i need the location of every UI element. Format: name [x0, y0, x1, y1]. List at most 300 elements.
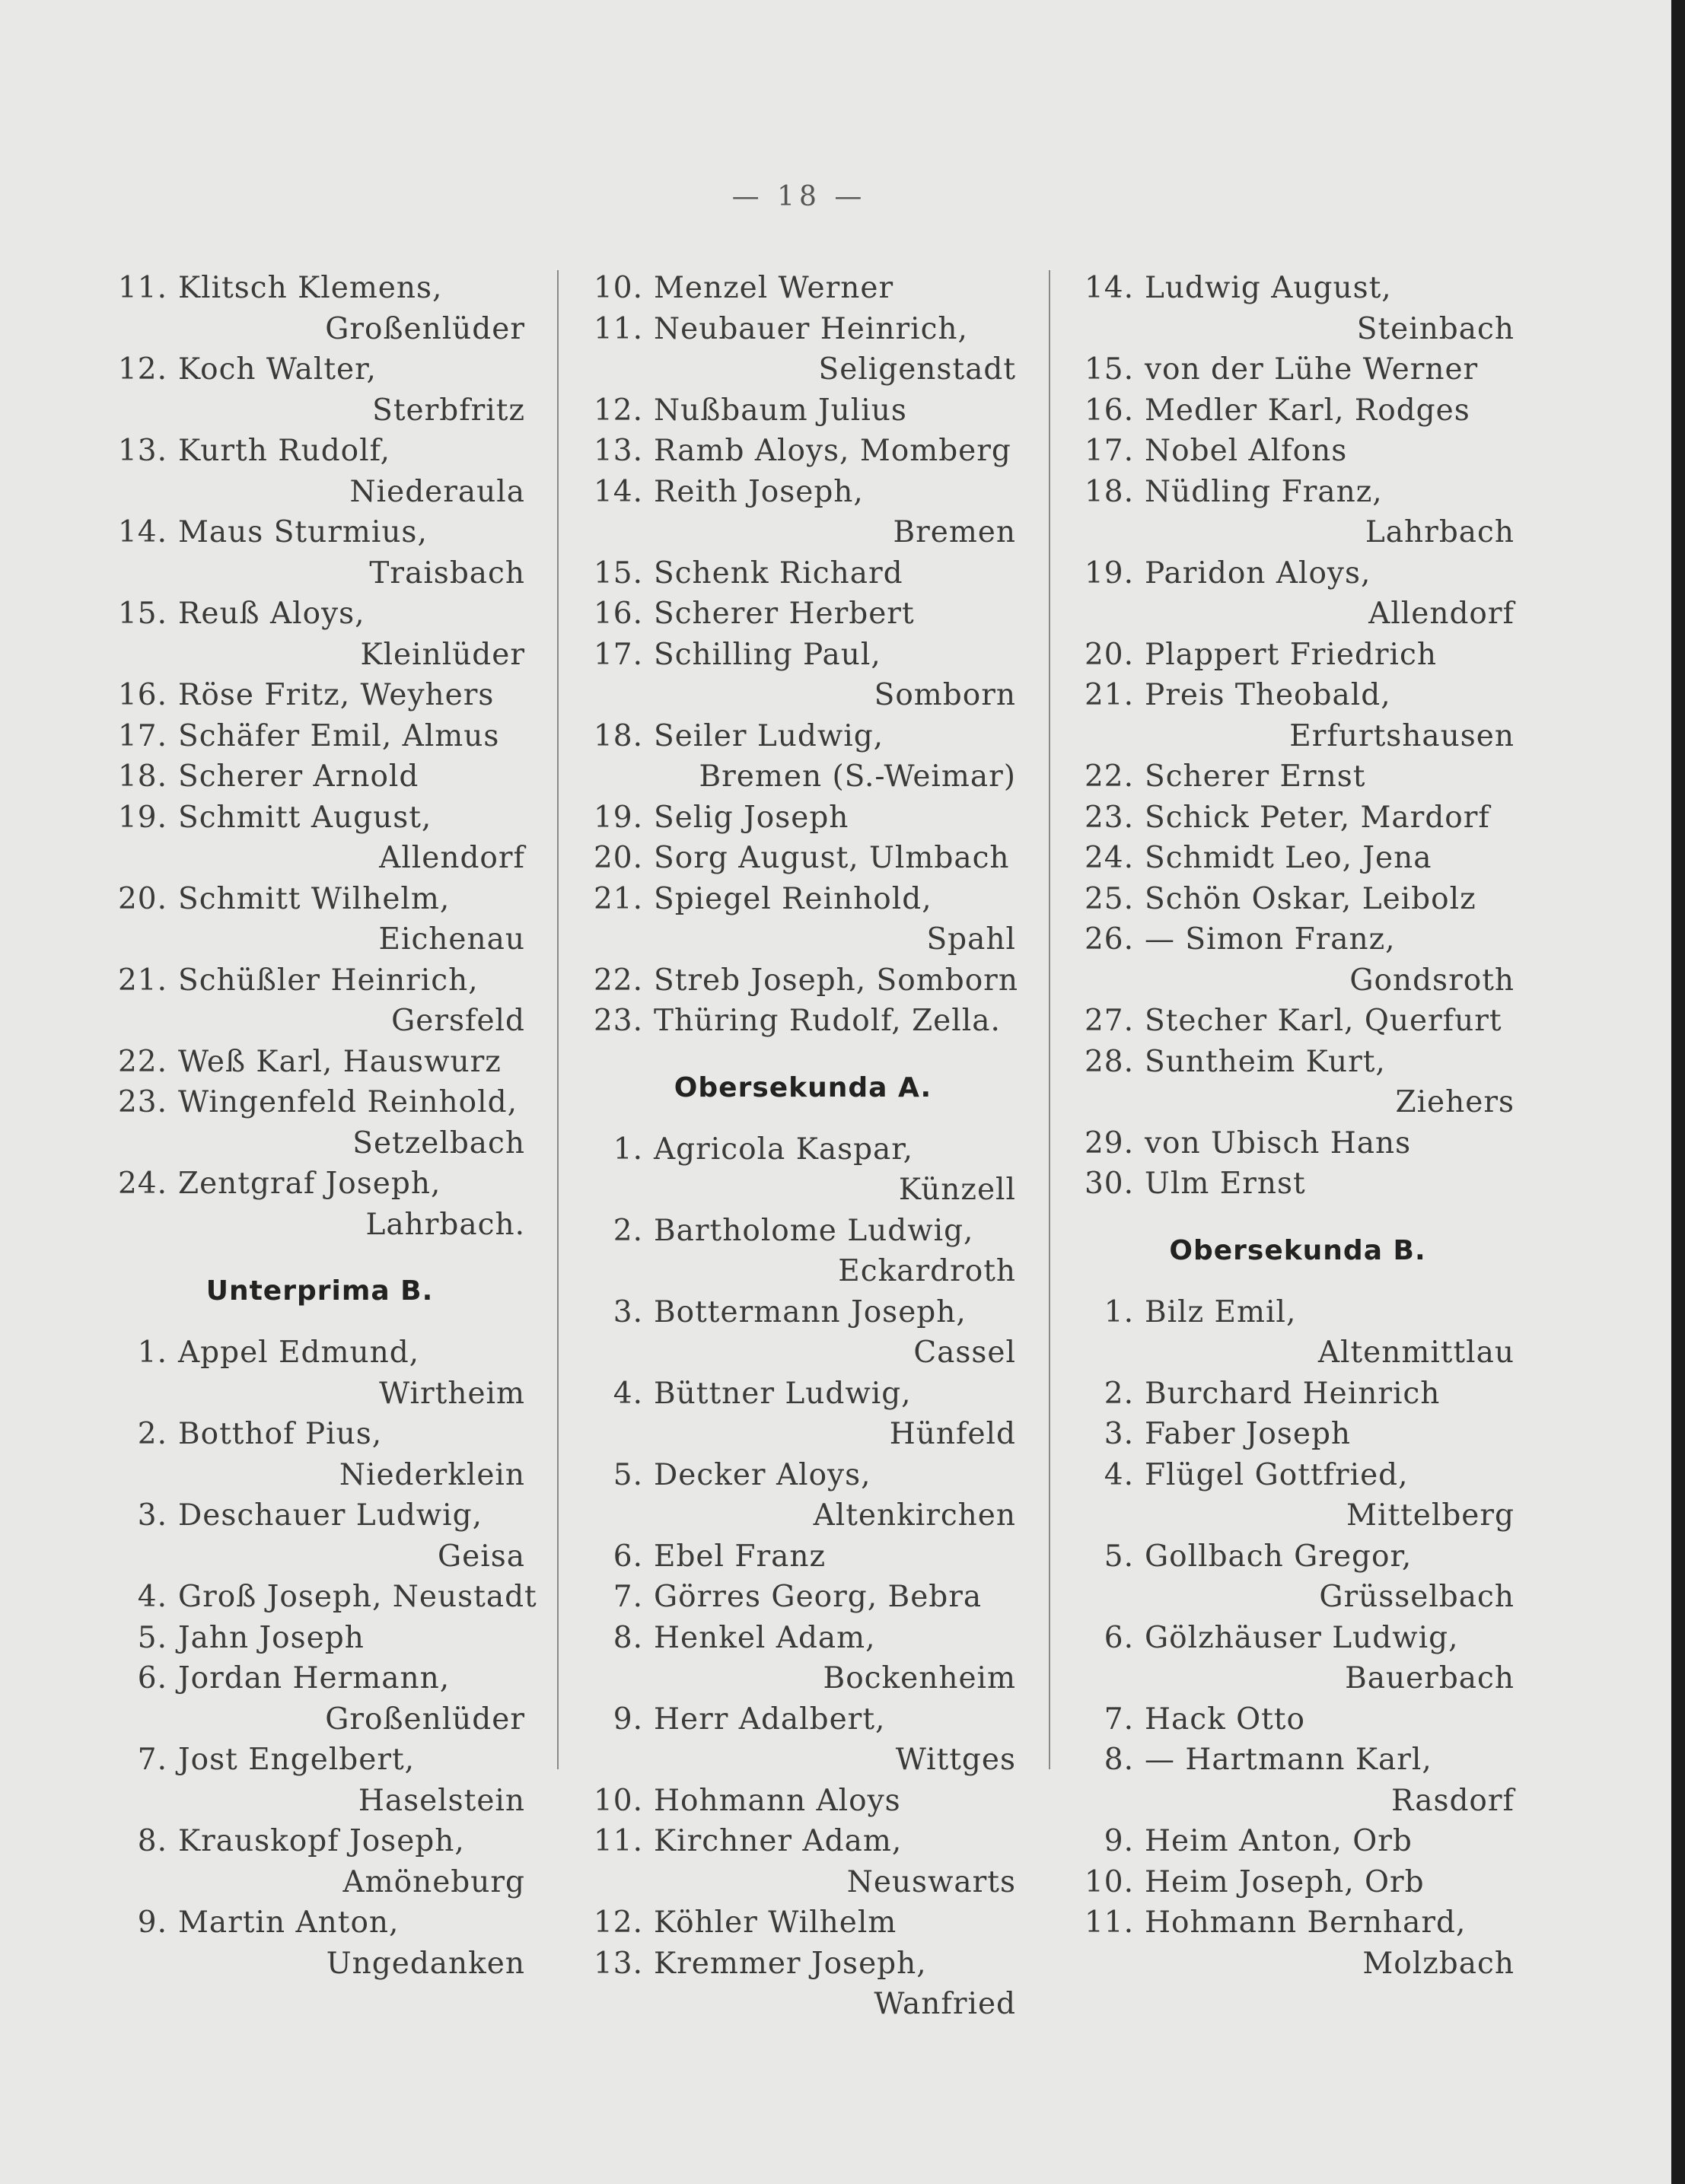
entry-line — [1081, 838, 1515, 879]
entry-place: Hünfeld — [889, 1417, 1016, 1451]
entry-line — [1081, 1699, 1515, 1740]
entry-name: Schön Oskar, Leibolz — [1145, 881, 1476, 916]
entry-name: Schilling Paul, — [654, 637, 881, 672]
entry-number: 25. — [1084, 881, 1134, 916]
entry-line — [114, 1658, 525, 1699]
entry-name: von der Lühe Werner — [1145, 352, 1479, 387]
entry-place: Lahrbach — [1365, 515, 1515, 549]
list-entry — [114, 431, 525, 512]
entry-number: 8. — [1104, 1743, 1134, 1777]
entry-line — [590, 1455, 1016, 1496]
entry-name: Schmitt August, — [178, 800, 432, 835]
entry-name: Heim Joseph, Orb — [1145, 1864, 1425, 1899]
entry-name: Kremmer Joseph, — [654, 1946, 927, 1981]
list-entry — [590, 268, 1016, 309]
entry-name: Seiler Ludwig, — [654, 718, 884, 753]
entry-number: 1. — [1104, 1294, 1134, 1329]
entry-number: 20. — [593, 841, 643, 875]
entry-place: Spahl — [926, 922, 1016, 957]
list-entry — [590, 1211, 1016, 1292]
entry-name: von Ubisch Hans — [1145, 1125, 1412, 1160]
entry-number: 7. — [137, 1743, 167, 1777]
entry-place: Setzelbach — [352, 1125, 525, 1160]
entry-number: 19. — [117, 800, 167, 835]
entry-number: 5. — [137, 1620, 167, 1655]
entry-line — [590, 1211, 1016, 1252]
column-divider — [557, 270, 559, 1769]
list-entry — [1081, 1292, 1515, 1374]
entry-line — [590, 431, 1016, 472]
entry-name: Medler Karl, Rodges — [1145, 393, 1470, 428]
entry-number: 12. — [593, 1905, 643, 1940]
entry-name: Weß Karl, Hauswurz — [178, 1044, 502, 1079]
entry-name: Görres Georg, Bebra — [654, 1580, 983, 1614]
list-entry — [590, 838, 1016, 879]
list-entry — [590, 635, 1016, 716]
entry-name: Appel Edmund, — [178, 1336, 420, 1370]
list-entry — [590, 1944, 1016, 2025]
entry-number: 4. — [137, 1580, 167, 1614]
entry-line — [1081, 798, 1515, 839]
entry-name: — Hartmann Karl, — [1145, 1743, 1432, 1777]
entry-line — [1081, 1164, 1515, 1205]
entry-line — [1081, 1902, 1515, 1944]
list-entry — [1081, 1699, 1515, 1740]
entry-number: 18. — [593, 718, 643, 753]
entry-name: Botthof Pius, — [178, 1417, 383, 1451]
entry-name: Gollbach Gregor, — [1145, 1539, 1413, 1574]
entry-name: Krauskopf Joseph, — [178, 1824, 465, 1858]
entry-line — [590, 1944, 1016, 1985]
entry-name: Schick Peter, Mardorf — [1145, 800, 1490, 835]
entry-number: 17. — [1084, 434, 1134, 468]
entry-line — [114, 512, 525, 553]
entry-line — [1081, 919, 1515, 960]
entry-name: Nußbaum Julius — [654, 393, 907, 428]
entry-line — [590, 838, 1016, 879]
entry-line — [1081, 1123, 1515, 1164]
entry-name: Agricola Kaspar, — [654, 1132, 914, 1167]
column-divider — [1049, 270, 1050, 1769]
entry-place: Kleinlüder — [360, 637, 525, 672]
list-entry — [1081, 472, 1515, 553]
list-entry — [1081, 1902, 1515, 1984]
entry-number: 2. — [613, 1213, 643, 1248]
list-entry — [1081, 1455, 1515, 1536]
entry-number: 17. — [593, 637, 643, 672]
list-entry — [1081, 756, 1515, 798]
entry-line — [1081, 675, 1515, 716]
entry-name: Spiegel Reinhold, — [654, 881, 932, 916]
entry-name: Schmitt Wilhelm, — [178, 881, 451, 916]
entry-number: 23. — [117, 1085, 167, 1119]
entry-place: Erfurtshausen — [1289, 718, 1515, 753]
list-entry — [1081, 1164, 1515, 1205]
entry-line — [114, 756, 525, 798]
entry-line — [590, 1821, 1016, 1862]
entry-name: Decker Aloys, — [654, 1457, 871, 1492]
entry-name: Scherer Ernst — [1145, 759, 1366, 794]
list-entry — [590, 1374, 1016, 1455]
entry-name: Stecher Karl, Querfurt — [1145, 1004, 1502, 1038]
entry-name: Ramb Aloys, Momberg — [654, 434, 1011, 468]
list-entry — [1081, 1042, 1515, 1123]
entry-line — [1081, 1536, 1515, 1578]
entry-place: Wirtheim — [379, 1376, 525, 1411]
entry-name: Ulm Ernst — [1145, 1167, 1306, 1201]
entry-line — [1081, 1414, 1515, 1455]
list-entry — [1081, 553, 1515, 635]
entry-number: 3. — [613, 1294, 643, 1329]
entry-line — [114, 1821, 525, 1862]
list-entry — [114, 798, 525, 879]
entry-name: Röse Fritz, Weyhers — [178, 678, 495, 712]
entry-name: Jordan Hermann, — [178, 1661, 451, 1695]
entry-number: 9. — [137, 1905, 167, 1940]
entry-line — [590, 1781, 1016, 1822]
list-entry — [590, 1618, 1016, 1699]
list-entry — [114, 675, 525, 716]
entry-place: Molzbach — [1362, 1946, 1515, 1981]
list-entry — [590, 1001, 1016, 1042]
entry-line — [114, 1082, 525, 1123]
entry-line — [1081, 1455, 1515, 1496]
list-entry — [1081, 1740, 1515, 1821]
list-entry — [1081, 675, 1515, 756]
section-heading: Unterprima B. — [205, 1275, 434, 1307]
entry-number: 29. — [1084, 1125, 1134, 1160]
entry-name: Koch Walter, — [178, 352, 377, 387]
entry-number: 24. — [117, 1167, 167, 1201]
list-entry — [590, 1821, 1016, 1902]
entry-name: Jost Engelbert, — [178, 1743, 416, 1777]
entry-name: Maus Sturmius, — [178, 515, 428, 549]
list-entry — [590, 431, 1016, 472]
entry-place: Bremen — [893, 515, 1016, 549]
entry-number: 28. — [1084, 1044, 1134, 1079]
entry-name: Reith Joseph, — [654, 474, 864, 509]
entry-name: Gölzhäuser Ludwig, — [1145, 1620, 1459, 1655]
entry-number: 7. — [1104, 1702, 1134, 1737]
entry-name: Herr Adalbert, — [654, 1702, 886, 1737]
entry-name: Menzel Werner — [654, 271, 894, 305]
list-entry — [1081, 268, 1515, 349]
entry-name: Ebel Franz — [654, 1539, 827, 1574]
entry-number: 4. — [1104, 1457, 1134, 1492]
entry-place: Seligenstadt — [818, 352, 1016, 387]
entry-name: Reuß Aloys, — [178, 597, 365, 631]
list-entry — [114, 1495, 525, 1577]
entry-place: Künzell — [898, 1173, 1016, 1207]
entry-number: 24. — [1084, 841, 1134, 875]
list-entry — [590, 879, 1016, 960]
entry-line — [590, 268, 1016, 309]
entry-number: 15. — [117, 597, 167, 631]
entry-name: Streb Joseph, Somborn — [654, 963, 1018, 998]
entry-name: Deschauer Ludwig, — [178, 1498, 483, 1533]
list-entry — [590, 1536, 1016, 1578]
entry-number: 13. — [593, 1946, 643, 1981]
page-edge — [1671, 0, 1685, 2184]
entry-place: Bockenheim — [823, 1661, 1016, 1695]
entry-line — [1081, 635, 1515, 676]
entry-line — [114, 879, 525, 920]
entry-line — [114, 1042, 525, 1083]
entry-place: Traisbach — [369, 556, 525, 591]
entry-number: 13. — [117, 434, 167, 468]
entry-line — [114, 675, 525, 716]
entry-line — [590, 1536, 1016, 1578]
list-entry — [590, 309, 1016, 390]
entry-number: 20. — [1084, 637, 1134, 672]
entry-name: Kurth Rudolf, — [178, 434, 391, 468]
entry-place: Bauerbach — [1345, 1661, 1515, 1695]
entry-number: 23. — [593, 1004, 643, 1038]
entry-line — [114, 431, 525, 472]
entry-number: 12. — [117, 352, 167, 387]
list-entry — [1081, 1001, 1515, 1042]
entry-place: Geisa — [438, 1539, 525, 1574]
entry-line — [590, 594, 1016, 635]
entry-place: Großenlüder — [325, 1702, 525, 1737]
entry-number: 4. — [613, 1376, 643, 1411]
entry-name: Schüßler Heinrich, — [178, 963, 479, 998]
list-entry — [1081, 1862, 1515, 1903]
entry-line — [1081, 1001, 1515, 1042]
entry-line — [590, 390, 1016, 431]
list-entry — [1081, 1618, 1515, 1699]
entry-number: 13. — [593, 434, 643, 468]
entry-number: 11. — [593, 1824, 643, 1858]
entry-name: Faber Joseph — [1145, 1417, 1352, 1451]
entry-line — [590, 716, 1016, 757]
entry-number: 14. — [117, 515, 167, 549]
entry-number: 6. — [1104, 1620, 1134, 1655]
entry-name: Suntheim Kurt, — [1145, 1044, 1386, 1079]
entry-name: Sorg August, Ulmbach — [654, 841, 1010, 875]
entry-number: 14. — [593, 474, 643, 509]
entry-number: 8. — [137, 1824, 167, 1858]
entry-place: Ungedanken — [326, 1946, 525, 1981]
page-number: — 18 — — [731, 181, 867, 212]
entry-number: 15. — [1084, 352, 1134, 387]
list-entry — [114, 1332, 525, 1414]
entry-number: 18. — [117, 759, 167, 794]
list-entry — [590, 1129, 1016, 1211]
entry-place: Altenkirchen — [813, 1498, 1016, 1533]
entry-number: 16. — [117, 678, 167, 712]
entry-name: Nüdling Franz, — [1145, 474, 1383, 509]
list-entry — [590, 960, 1016, 1001]
list-entry — [590, 1699, 1016, 1781]
entry-line — [1081, 431, 1515, 472]
entry-place: Gondsroth — [1349, 963, 1515, 998]
entry-line — [114, 349, 525, 390]
list-entry — [590, 1781, 1016, 1822]
entry-name: Schäfer Emil, Almus — [178, 718, 500, 753]
entry-number: 5. — [613, 1457, 643, 1492]
list-entry — [1081, 879, 1515, 920]
entry-number: 23. — [1084, 800, 1134, 835]
entry-name: Jahn Joseph — [178, 1620, 365, 1655]
entry-name: Zentgraf Joseph, — [178, 1167, 441, 1201]
entry-name: Bottermann Joseph, — [654, 1294, 967, 1329]
list-entry — [114, 1082, 525, 1164]
entry-place: Somborn — [874, 678, 1016, 712]
list-entry — [114, 268, 525, 349]
entry-name: Paridon Aloys, — [1145, 556, 1371, 591]
list-entry — [1081, 919, 1515, 1001]
entry-place: Cassel — [913, 1336, 1016, 1370]
entry-number: 3. — [1104, 1417, 1134, 1451]
entry-name: Martin Anton, — [178, 1905, 400, 1940]
entry-number: 22. — [1084, 759, 1134, 794]
list-entry — [114, 960, 525, 1042]
entry-place: Neuswarts — [846, 1864, 1016, 1899]
entry-place: Gersfeld — [391, 1004, 525, 1038]
entry-name: Nobel Alfons — [1145, 434, 1348, 468]
list-entry — [590, 1292, 1016, 1374]
entry-line — [1081, 1740, 1515, 1781]
list-entry — [114, 1414, 525, 1495]
list-entry — [590, 716, 1016, 798]
list-entry — [1081, 390, 1515, 431]
list-entry — [590, 594, 1016, 635]
entry-number: 12. — [593, 393, 643, 428]
entry-number: 21. — [117, 963, 167, 998]
entry-name: Schenk Richard — [654, 556, 903, 591]
entry-line — [590, 1129, 1016, 1170]
list-entry — [1081, 1536, 1515, 1618]
entry-name: Wingenfeld Reinhold, — [178, 1085, 518, 1119]
entry-number: 16. — [593, 597, 643, 631]
list-entry — [114, 1902, 525, 1984]
entry-number: 10. — [593, 271, 643, 305]
entry-number: 9. — [613, 1702, 643, 1737]
entry-line — [1081, 1862, 1515, 1903]
entry-place: Bremen (S.-Weimar) — [699, 759, 1016, 794]
entry-place: Großenlüder — [325, 311, 525, 346]
entry-number: 10. — [593, 1783, 643, 1818]
entry-line — [114, 1577, 537, 1618]
entry-line — [1081, 349, 1515, 390]
entry-name: Heim Anton, Orb — [1145, 1824, 1413, 1858]
entry-line — [1081, 879, 1515, 920]
entry-place: Haselstein — [358, 1783, 525, 1818]
entry-line — [590, 1902, 1016, 1944]
entry-number: 11. — [1084, 1905, 1134, 1940]
entry-name: Kirchner Adam, — [654, 1824, 903, 1858]
entry-number: 19. — [593, 800, 643, 835]
entry-name: Groß Joseph, Neustadt — [178, 1580, 537, 1614]
list-entry — [114, 349, 525, 431]
list-entry — [590, 1455, 1016, 1536]
entry-line — [114, 1618, 525, 1659]
entry-place: Grüsselbach — [1319, 1580, 1515, 1614]
entry-number: 7. — [613, 1580, 643, 1614]
entry-number: 21. — [593, 881, 643, 916]
entry-name: Scherer Arnold — [178, 759, 419, 794]
entry-place: Amöneburg — [342, 1864, 525, 1899]
list-entry — [114, 756, 525, 798]
entry-name: Hohmann Aloys — [654, 1783, 901, 1818]
entry-place: Wittges — [895, 1743, 1016, 1777]
entry-name: Bilz Emil, — [1145, 1294, 1297, 1329]
entry-name: Thüring Rudolf, Zella. — [654, 1004, 1001, 1038]
column-3 — [1081, 268, 1515, 1984]
entry-name: Neubauer Heinrich, — [654, 311, 968, 346]
list-entry — [1081, 838, 1515, 879]
list-entry — [1081, 431, 1515, 472]
entry-number: 5. — [1104, 1539, 1134, 1574]
entry-number: 18. — [1084, 474, 1134, 509]
entry-number: 1. — [137, 1336, 167, 1370]
entry-number: 8. — [613, 1620, 643, 1655]
entry-line — [114, 1332, 525, 1374]
list-entry — [590, 553, 1016, 594]
entry-number: 11. — [593, 311, 643, 346]
entry-line — [590, 960, 1016, 1001]
list-entry — [590, 1577, 1016, 1618]
list-entry — [114, 1658, 525, 1740]
entry-place: Mittelberg — [1346, 1498, 1515, 1533]
entry-name: Preis Theobald, — [1145, 678, 1391, 712]
entry-number: 2. — [137, 1417, 167, 1451]
entry-number: 9. — [1104, 1824, 1134, 1858]
entry-name: Klitsch Klemens, — [178, 271, 443, 305]
entry-number: 14. — [1084, 271, 1134, 305]
entry-name: Schmidt Leo, Jena — [1145, 841, 1432, 875]
entry-name: Büttner Ludwig, — [654, 1376, 912, 1411]
entry-place: Eichenau — [378, 922, 525, 957]
entry-name: Flügel Gottfried, — [1145, 1457, 1409, 1492]
list-entry — [114, 716, 525, 757]
entry-name: Bartholome Ludwig, — [654, 1213, 974, 1248]
entry-line — [1081, 472, 1515, 513]
entry-number: 17. — [117, 718, 167, 753]
entry-place: Allendorf — [1368, 597, 1515, 631]
entry-line — [590, 1374, 1016, 1415]
list-entry — [590, 1902, 1016, 1944]
entry-place: Altenmittlau — [1317, 1336, 1515, 1370]
entry-line — [590, 1001, 1016, 1042]
list-entry — [1081, 635, 1515, 676]
list-entry — [1081, 1414, 1515, 1455]
entry-line — [114, 1740, 525, 1781]
entry-number: 6. — [137, 1661, 167, 1695]
entry-line — [1081, 268, 1515, 309]
entry-line — [114, 798, 525, 839]
entry-line — [590, 635, 1016, 676]
entry-line — [590, 879, 1016, 920]
entry-number: 1. — [613, 1132, 643, 1167]
list-entry — [114, 1740, 525, 1821]
entry-line — [114, 268, 525, 309]
list-entry — [590, 390, 1016, 431]
entry-place: Sterbfritz — [372, 393, 525, 428]
entry-line — [1081, 1618, 1515, 1659]
entry-place: Rasdorf — [1390, 1783, 1515, 1818]
entry-number: 3. — [137, 1498, 167, 1533]
section-heading: Obersekunda A. — [674, 1071, 932, 1103]
entry-number: 16. — [1084, 393, 1134, 428]
entry-number: 11. — [117, 271, 167, 305]
entry-line — [1081, 1042, 1515, 1083]
entry-place: Niederaula — [349, 474, 525, 509]
list-entry — [590, 798, 1016, 839]
entry-number: 20. — [117, 881, 167, 916]
entry-name: Scherer Herbert — [654, 597, 915, 631]
